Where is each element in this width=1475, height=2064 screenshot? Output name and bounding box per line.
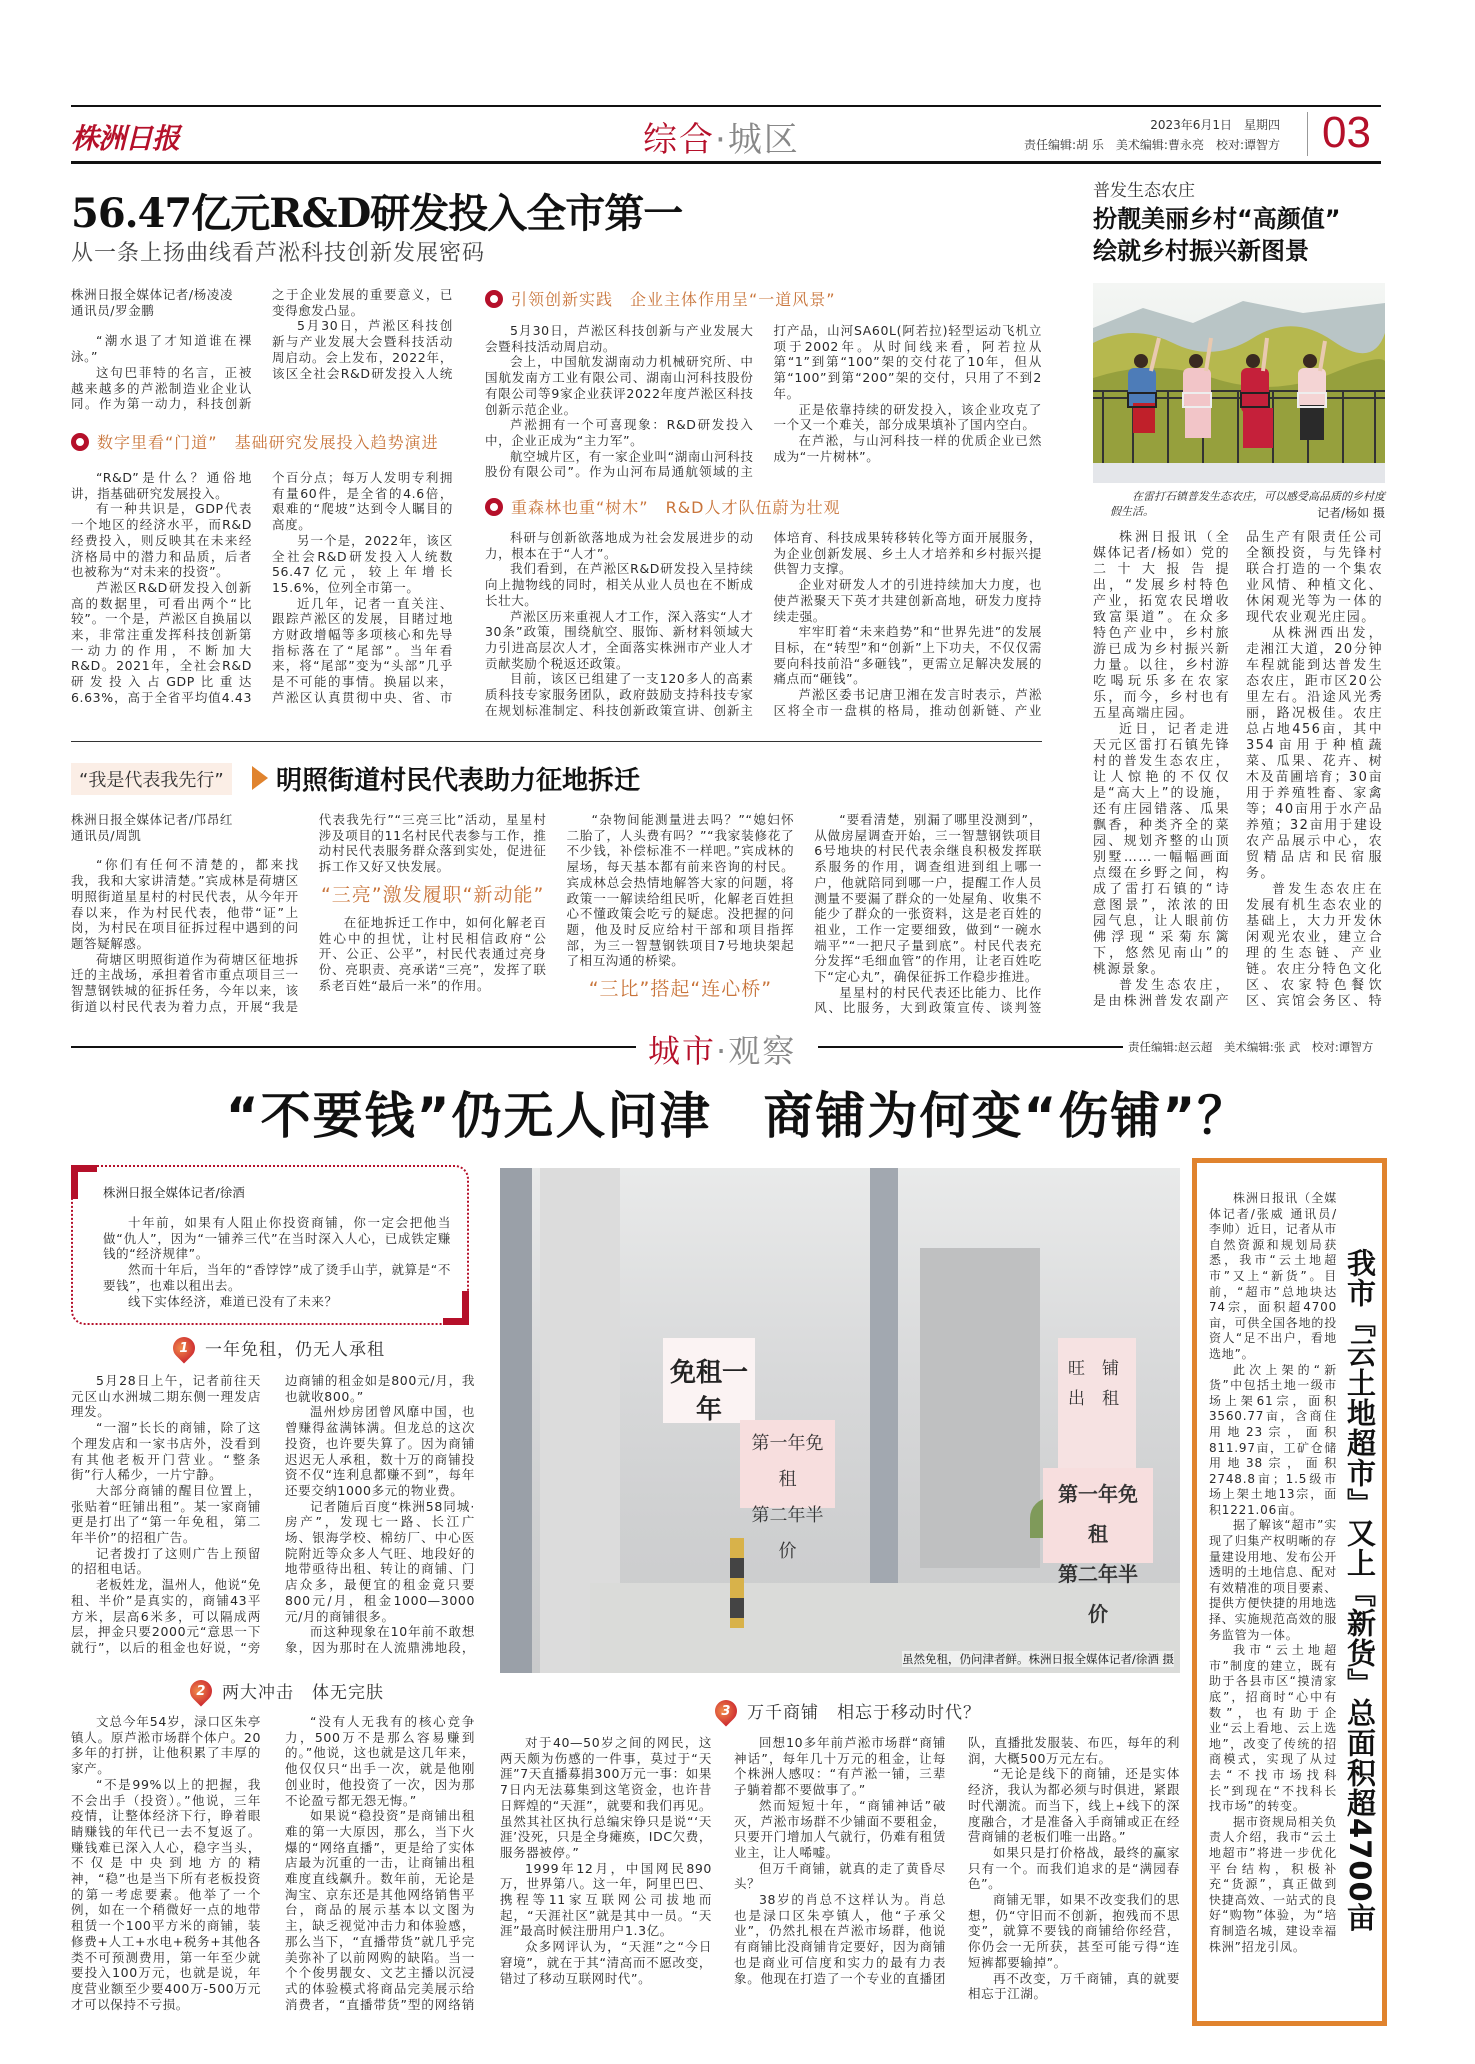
section-dot: ·	[715, 120, 728, 160]
arrow-icon	[252, 766, 268, 790]
shop-photo-caption: 虽然免租，仍问津者鲜。株洲日报全媒体记者/徐酒 摄	[901, 1652, 1174, 1666]
header-bottom-rule	[71, 161, 1381, 164]
paragraph: 1999年12月，中国网民890万，世界第八。这一年，阿里巴巴、携程等11家互联网公司拔地而起，“天涯社区”就是其中一员。“天涯”最高时候注册用户1.3亿。	[500, 1860, 712, 1939]
sign-first-year-2	[1043, 1468, 1153, 1626]
paragraph: 记者随后百度“株洲58同城·房产”，发现七一路、长江广场、银海学校、棉纺厂、中心医院附近等众多人气旺、地段好的地带亟待出租、转让的商铺、门店众多，最便宜的租金竟只要800元/月，租金1000—3000元/月的商铺很多。	[285, 1498, 475, 1624]
paragraph: 此次上架的“新货”中包括土地一级市场上架61宗，面积3560.77亩，含商住用地23宗，面积811.97亩，工矿仓储用地38宗，面积2748.8亩；1.5级市场上架土地13宗，面积1221.06亩。	[1209, 1362, 1337, 1517]
paragraph: 科研与创新欲落地成为社会发展进步的动力，根本在于“人才”。	[485, 530, 754, 561]
sign-shop-for-rent	[1058, 1338, 1136, 1473]
paragraph: 有一种共识是，GDP代表一个地区的经济水平，而R&D经费投入，则反映其在未来经济格局中的潜力和品质，后者也被称为“对未来的投资”。	[71, 501, 252, 580]
paragraph: 我市“云土地超市”制度的建立，既有助于各县市区“摸清家底”，招商时“心中有数”，也有助于企业“云上看地、云上选地”，改变了传统的招商模式，实现了从过去“不找市场找科长”到现在“不找科长找市场”的转变。	[1209, 1643, 1337, 1814]
issue-date: 2023年6月1日 星期四	[1150, 118, 1280, 132]
paragraph: 株洲日报讯（全媒体记者/张威 通讯员/李帅）近日，记者从市自然资源和规划局获悉，我市“云土地超市”又上“新货”。目前，“超市”总地块达74宗，面积超4700亩，可供全国各地的投资人“足不出户，看地选地”。	[1209, 1191, 1337, 1361]
page-editors: 责任编辑:胡 乐 美术编辑:曹永亮 校对:谭智方	[1024, 138, 1280, 152]
section-dot: ·	[716, 1032, 729, 1070]
paragraph: 商铺无罪，如果不改变我们的思想，仍“守旧而不创新，抱残而不思变”，就算不要钱的商铺给你经营，你仍会一无所获，甚至可能亏得“连短裤都要输掉”。	[968, 1892, 1180, 1970]
article-divider	[71, 741, 1042, 742]
paragraph: 芦淞拥有一个可喜现象：R&D研发投入中，企业正成为“主力军”。	[485, 417, 754, 448]
village-tag: “我是代表我先行”	[71, 763, 232, 795]
land-body	[1209, 1191, 1337, 2001]
paragraph: 5月30日，芦淞区科技创新与产业发展大会暨科技活动周启动。会上发布，2022年，该区全社会R&D研发投入人统	[272, 318, 453, 381]
newspaper-logo: 株洲日报	[71, 122, 180, 155]
corner-bracket	[71, 1165, 97, 1199]
farm-title-line2: 绘就乡村振兴新图景	[1093, 237, 1309, 265]
paragraph: 线下实体经济，难道已没有了未来？	[128, 1293, 338, 1309]
section-title-gray: 观察	[728, 1032, 797, 1070]
paragraph: 这句巴菲特的名言，正被越来越多的芦淞制造业企业认同。作为第一动力，科技创新之于企业发展的重要意义，已变得愈发凸显。	[71, 287, 453, 412]
sign-line: 第二年半价	[1058, 1562, 1138, 1626]
page-number: 03	[1322, 108, 1371, 157]
paragraph: 记者拨打了这则广告上预留的招租电话。	[71, 1545, 261, 1577]
paragraph: 株洲日报讯（全媒体记者/杨如）党的二十大报告提出，“发展乡村特色产业，拓宽农民增收致富渠道”。在众多特色产业中，乡村旅游已成为乡村振兴新力量。以往，乡村游吃喝玩乐多在农家乐，而今，乡村也有五星高端庄园。	[1093, 530, 1230, 721]
paragraph: 航空城片区，有一家企业叫“湖南山河科技股份有限公司”。作为山河布局通航领域的主打产品，山河SA60L(阿若拉)轻型运动飞机立项于2002年。从时间线来看，阿若拉从第“1”到第“100”架的交付花了10年，但从第“100”到第“200”架的交付，只用了不到2年。	[485, 323, 1042, 480]
paragraph: 然而短短十年，“商铺神话”破灭，芦淞市场群不少铺面不要租金，只要开门增加人气就行，仍难有租赁业主，让人唏嘘。	[734, 1797, 946, 1860]
paragraph: 然而十年后，当年的“香饽饽”成了烫手山芋，就算是“不要钱”，也难以租出去。	[103, 1262, 451, 1293]
paragraph: 从株洲西出发，走湘江大道，20分钟车程就能到达普发生态农庄，距市区20公里左右。沿途风光秀丽，路况极佳。农庄总占地456亩，其中354亩用于种植蔬菜、瓜果、花卉、树木及苗圃培育；30亩用于养殖牲畜、家禽等；40亩用于水产品养殖；32亩用于建设农产品展示中心，农贸精品店和民宿服务。	[1246, 626, 1383, 881]
sign-line: 第一年免租	[1058, 1482, 1138, 1546]
subheading-text: 万千商铺 相忘于移动时代？	[747, 1703, 981, 1723]
paragraph: “没有人无我有的核心竞争力，500万不是那么容易赚到的。”他说，这也就是这几年来，他仅仅只“出手一次，就是他刚创业时，他投资了一次，因为那不论盈亏都无怨无悔。”	[285, 1714, 475, 1808]
shops-section2-body	[71, 1714, 475, 2014]
paragraph: 据了解该“超市”实现了归集产权明晰的存量建设用地、发布公开透明的土地信息、配对有效精准的项目要素、提供方便快捷的用地选择、实施规范高效的服务监管为一体。	[1209, 1518, 1337, 1642]
paragraph: “潮水退了才知道谁在裸泳。”	[71, 333, 252, 365]
paragraph: “一溜”长长的商铺，除了这个理发店和一家书店外，没看到有其他老板开门营业。“整条街”行人稀少，一片宁静。	[71, 1420, 261, 1483]
paragraph: 5月28日上午，记者前往天元区山水洲城二期东侧一理发店理发。	[71, 1373, 261, 1420]
section-title	[643, 112, 800, 161]
subheading-3	[715, 1698, 981, 1723]
paragraph: 如果说“稳投资”是商铺出租难的第一大原因，那么，当下火爆的“网络直播”，更是给了实体店最为沉重的一击，让商铺出租难度直线飙升。数年前，无论是淘宝、京东还是其他网络销售平台，商品的展示基本以文图为主，缺乏视觉冲击力和体验感，那么当下，“直播带货”就几乎完美弥补了以前网购的缺陷。当一个个俊男靓女、文艺主播以沉浸式的体验模式将商品完美展示给消费者，“直播带货”型的网络销	[285, 1808, 475, 2012]
paragraph: “无论是线下的商铺，还是实体经济，我认为都必须与时俱进，紧跟时代潮流。而当下，线上+线下的深度融合，才是准备入手商铺或正在经营商铺的老板们唯一出路。”	[968, 1766, 1180, 1845]
paragraph: “R&D”是什么？通俗地讲，指基础研究发展投入。	[71, 470, 252, 501]
paragraph: 众多网评认为，“天涯”之“今日窘境”，就在于其“清高而不愿改变，错过了移动互联网时代”。	[500, 1939, 712, 1986]
paragraph: “你们有任何不清楚的，都来找我，我和大家讲清楚。”宾成林是荷塘区明照街道星星村的村民代表，从今年开春以来，作为村民代表，他带“证”上岗，为村民在项目征拆过程中遇到的问题答疑解惑。	[71, 857, 299, 951]
byline-correspondent: 通讯员/罗金鹏	[71, 302, 155, 318]
paragraph: 普发生态农庄在发展有机生态农业的基础上，大力开发休闲观光农业，建立合理的生态链、产业链。农庄分特色文化区、农家特色餐饮区、宾馆会务区、特	[1246, 882, 1383, 1009]
paragraph: 牢牢盯着“未来趋势”和“世界先进”的发展目标，在“转型”和“创新”上下功夫，不仅仅需要向科技前沿“多砸钱”，更需立足解决发展的痛点而“砸钱”。	[773, 624, 1042, 687]
paragraph: 十年前，如果有人阻止你投资商铺，你一定会把他当做“仇人”，因为“一铺养三代”在当时深入人心，已成铁定赚钱的“经济规律”。	[103, 1215, 451, 1262]
village-headline: 明照街道村民代表助力征地拆迁	[276, 766, 641, 796]
paragraph: 再不改变，万千商铺，真的就要相忘于江湖。	[968, 1970, 1180, 2002]
paragraph: 普发生态农庄，是由株洲普发农副产品生产有限责任公司全额投资，与先锋村联合打造的一个集农业风情、种植文化、休闲观光等为一体的现代农业观光庄园。	[1093, 530, 1383, 1009]
paragraph: “杂物间能测量进去吗？”“媳妇怀二胎了，人头费有吗？”“我家装修花了不少钱，补偿标准不一样吧。”宾成林的屋场，每天基本都有前来咨询的村民。宾成林总会热情地解答大家的问题，将政策一一解读给组民听，化解老百姓担心不懂政策会吃亏的疑虑。没把握的问题，他及时反应给村干部和项目指挥部，为三一智慧钢铁项目7号地块架起了相互沟通的桥梁。	[566, 812, 795, 969]
paragraph: 近几年，记者一直关注、跟踪芦淞区的发展，目睹过地方财政增幅等多项核心和先导指标落在了“尾部”。当年看来，将“尾部”变为“头部”几乎是不可能的事情。换届以来，芦淞区认真贯彻中央、省、市	[272, 595, 453, 705]
paragraph: 在征地拆迁工作中，如何化解老百姓心中的担忧，让村民相信政府“公开、公正、公平”，村民代表通过亮身份、亮职责、亮承诺“三亮”，发挥了联系老百姓“最后一米”的作用。	[318, 914, 547, 993]
subheading-text: 两大冲击 体无完肤	[222, 1683, 384, 1703]
farm-body	[1093, 530, 1383, 1010]
subheading-2	[190, 1678, 384, 1703]
paragraph: 会上，中国航发湖南动力机械研究所、中国航发南方工业有限公司、湖南山河科技股份有限公司等9家企业获评2022年度芦淞区科技创新示范企业。	[485, 354, 754, 417]
header-divider	[1307, 112, 1308, 156]
paragraph: 星星村的村民代表还比能力、比作风、比服务，大到政策宣传、谈判签	[814, 984, 1042, 1016]
paragraph: 在芦淞，与山河科技一样的优质企业已然成为“一片树林”。	[773, 432, 1042, 464]
ring-bullet-icon	[485, 290, 503, 308]
section-heading-text: 重森林也重“树木” R&D人才队伍蔚为壮观	[511, 498, 841, 517]
paragraph: 芦淞区历来重视人才工作，深入落实“人才30条”政策，围绕航空、服饰、新材料领域大力引进高层次人才，全面落实株洲市产业人才贡献奖励个税返还政策。	[485, 608, 754, 671]
section-heading-text: 引领创新实践 企业主体作用呈“一道风景”	[511, 290, 836, 309]
subheading-1	[173, 1335, 385, 1360]
paragraph: 另一个是，2022年，该区全社会R&D研发投入人统数56.47亿元，较上年增长15.6%，位列全市第一。	[272, 532, 453, 595]
section-title-gray: 城区	[727, 120, 800, 160]
sign-first-year	[740, 1420, 835, 1562]
number-pin-icon: 1	[168, 1332, 199, 1363]
band-rule-right	[818, 1046, 1123, 1048]
shops-byline: 株洲日报全媒体记者/徐酒	[103, 1185, 245, 1200]
column-subheading: “三比”搭起“连心桥”	[588, 978, 773, 1001]
paragraph: 老板姓龙，温州人，他说“免租、半价”是真实的，商铺43平方米，层高6米多，可以隔成两层，押金只要2000元“意思一下就行”，以后的租金也好说，“旁边商铺的租金如是800元/月，我也就收800。”	[71, 1373, 475, 1655]
article-subtitle: 从一条上扬曲线看芦淞科技创新发展密码	[71, 241, 486, 266]
paragraph: 荷塘区明照街道作为荷塘区征地拆迁的主战场，承担着省市重点项目三一智慧钢铁城的征拆任务，今年以来，该街道以村民代表为着力点，开展“我是代表我先行”“三亮三比”活动，星星村涉及项目的11名村民代表参与工作，推动村民代表服务群众落到实处，促进征拆工作又好又快发展。	[71, 812, 547, 1014]
farm-photo	[1093, 283, 1385, 483]
rd-section2-body	[485, 323, 1042, 481]
farm-title-line1: 扮靓美丽乡村“高颜值”	[1093, 205, 1341, 233]
paragraph: 正是依靠持续的研发投入，该企业攻克了一个又一个难关，部分成果填补了国内空白。	[773, 401, 1042, 433]
rd-intro	[71, 287, 453, 412]
article-headline: 56.47亿元R&D研发投入全市第一	[71, 190, 683, 237]
paragraph: 企业对研发人才的引进持续加大力度，也使芦淞聚天下英才共建创新高地，研发力度持续走强。	[773, 577, 1042, 624]
number-pin-icon: 2	[185, 1675, 216, 1706]
interior	[920, 1248, 1040, 1568]
paragraph: 芦淞区R&D研发投入创新高的数据里，可看出两个“比较”。一个是，芦淞区自换届以来，非常注重发挥科技创新第一动力的作用，不断加大R&D。2021年，全社会R&D研发投入占GDP比重达6.63%，高于全省平均值4.43个百分点；每万人发明专利拥有量60件，是全省的4.6倍，艰难的“爬坡”达到令人瞩目的高度。	[71, 470, 453, 705]
paragraph: 温州炒房团曾风靡中国，也曾赚得盆满钵满。但龙总的这次投资，也许要失算了。因为商铺迟迟无人承租，数十万的商铺投资不仅“连利息都赚不到”，每年还要交纳1000多元的物业费。	[285, 1404, 475, 1498]
farm-photo-caption: 在雷打石镇普发生态农庄，可以感受高品质的乡村度假生活。	[1110, 490, 1385, 518]
shops-section1-body	[71, 1373, 475, 1663]
subheading-text: 一年免租，仍无人承租	[205, 1340, 385, 1360]
land-news-box	[1192, 1158, 1387, 2026]
paragraph: 回想10多年前芦淞市场群“商铺神话”，每年几十万元的租金，让每个株洲人感叹：“有芦淞一铺，三辈子躺着都不要做事了。”	[734, 1735, 946, 1798]
paragraph: 我们看到，在芦淞区R&D研发投入呈持续向上抛物线的同时，相关从业人员也在不断成长壮大。	[485, 561, 754, 608]
paragraph: 对于40—50岁之间的网民，这两天颇为伤感的一件事，莫过于“天涯”7天直播募捐300万元一事：如果7日内无法募集到这笔资金，也许昔日辉煌的“天涯”，就要和我们再见。虽然其社区执行总编宋铮只是说“‘天涯’没死，只是全身瘫痪，IDC欠费，服务器被停。”	[500, 1735, 712, 1860]
column-subheading: “三亮”激发履职“新动能”	[320, 883, 545, 906]
paragraph: 5月30日，芦淞区科技创新与产业发展大会暨科技活动周启动。	[485, 323, 754, 354]
section-title-red: 城市	[648, 1032, 717, 1070]
door-frame	[500, 1168, 532, 1673]
section-heading-numbers	[71, 430, 439, 453]
section-heading-text: 数字里看“门道” 基础研究发展投入趋势演进	[97, 433, 439, 452]
ring-bullet-icon	[485, 498, 503, 516]
sign-free-rent: 免租一年	[663, 1338, 755, 1423]
band-rule-left	[71, 1046, 636, 1048]
intro-paragraphs	[103, 1215, 451, 1309]
paragraph: 但万千商铺，就真的走了黄昏尽头？	[734, 1860, 946, 1892]
ring-bullet-icon	[71, 433, 89, 451]
shops-section3-body	[500, 1735, 1180, 2015]
shop-photo	[500, 1168, 1180, 1673]
paragraph: “要看清楚，别漏了哪里没测到”，从做房屋调查开始，三一智慧钢铁项目6号地块的村民代表余继良积极发挥联系服务的作用，调查组进到组上哪一户，他就陪同到哪一户，提醒工作人员测量不要漏了群众的一处屋角、收集不能少了群众的一张资料，这是老百姓的祖业，工作一定要细致，做到“一碗水端平”“一把尺子量到底”。村民代表充分发挥“毛细血管”的作用，让老百姓吃下“定心丸”，确保征拆工作稳步推进。	[814, 812, 1042, 985]
byline-reporter: 株洲日报全媒体记者/杨凌凌	[71, 287, 234, 302]
page-editors-2: 责任编辑:赵云超 美术编辑:张 武 校对:谭智方	[1128, 1040, 1374, 1054]
byline-reporter: 株洲日报全媒体记者/邝昂红	[71, 812, 234, 827]
section-heading-talent	[485, 495, 841, 518]
shops-intro-box	[71, 1165, 469, 1325]
paragraph: 文总今年54岁，渌口区朱亭镇人。原芦淞市场群个体户。20多年的打拼，让他积累了丰厚的家产。	[71, 1714, 261, 1777]
sign-line: 第一年免租	[751, 1433, 824, 1490]
sign-line: 第二年半价	[751, 1505, 824, 1562]
section-title-city	[648, 1026, 796, 1072]
sign-line: 出 租	[1068, 1389, 1119, 1409]
section-heading-enterprise	[485, 287, 836, 310]
farm-kicker: 普发生态农庄	[1093, 181, 1195, 201]
paragraph: 如果只是打价格战，最终的赢家只有一个。而我们追求的是“满园春色”。	[968, 1844, 1180, 1892]
paragraph: 芦淞区委书记唐卫湘在发言时表示，芦淞区将全市一盘棋的格局，推动创新链、产业	[773, 687, 1042, 718]
paragraph: 目前，该区已组建了一支120多人的高素质科技专家服务团队，政府鼓励支持科技专家在规划标准制定、科技创新政策宣讲、创新主体培育、科技成果转移转化等方面开展服务，为企业创新发展、乡土人才培养和乡村振兴提供智力支撑。	[485, 530, 1042, 718]
paragraph: 据市资规局相关负责人介绍，我市“云土地超市”将进一步优化平台结构，积极补充“货源”，真正做到快捷高效、一站式的良好“购物”体验，为“培育制造名城，建设幸福株洲”招龙引凤。	[1209, 1814, 1337, 1954]
top-rule	[71, 105, 1381, 107]
section-title-red: 综合	[643, 120, 715, 160]
number-pin-icon: 3	[710, 1695, 741, 1726]
bollard	[730, 1538, 744, 1628]
paragraph: “不是99%以上的把握，我不会出手（投资）。”他说，三年疫情，让整体经济下行，睁着眼睛赚钱的年代已一去不复返了。赚钱难已深入人心，稳字当头，不仅是中央到地方的精神，“稳”也是当下所有老板投资的第一考虑要素。他举了一个例，如在一个稍微好一点的地带租赁一个100平方米的商铺，装修费+人工+水电+税务+其他各类不可预测费用，第一年至少就要投入100万元，也就是说，年度营业额至少要400万-500万元才可以保持不亏损。	[71, 1776, 261, 2012]
shops-headline: “不要钱”仍无人问津 商铺为何变“伤铺”？	[225, 1087, 1250, 1145]
paragraph: 近日，记者走进天元区雷打石镇先锋村的普发生态农庄，让人惊艳的不仅仅是“高大上”的设施，还有庄园错落、瓜果飘香，种类齐全的菜园、规划齐整的山顶别墅……一幅幅画面点缀在乡野之间，构成了雷打石镇的“诗意图景”，浓浓的田园气息，让人眼前仿佛浮现“采菊东篱下，悠然见南山”的桃源景象。	[1093, 722, 1230, 977]
land-vertical-title: 我市『云土地超市』又上『新货』总面积超4700亩	[1343, 1248, 1377, 1933]
rd-section1-body	[71, 470, 453, 720]
rd-section3-body	[485, 530, 1042, 720]
corner-bracket	[443, 1291, 469, 1325]
farm-photo-credit: 记者/杨如 摄	[1317, 506, 1385, 520]
paragraph: 大部分商铺的醒目位置上，张贴着“旺铺出租”。某一家商铺更是打出了“第一年免租，第二年半价”的招租广告。	[71, 1482, 261, 1546]
byline-correspondent: 通讯员/周凯	[71, 827, 142, 843]
paragraph: 而这种现象在10年前不敢想象，因为那时在人流鼎沸地段，	[285, 1624, 475, 1655]
village-body	[71, 812, 1042, 1017]
paragraph: 38岁的肖总不这样认为。肖总也是渌口区朱亭镇人，他“子承父业”，仍然扎根在芦淞市场群，他说有商铺比没商铺肯定要好，因为商铺也是商业可信度和实力的最有力表象。他现在打造了一个专业的直播团队，直播批发服装、布匹，每年的利润，大概500万元左右。	[734, 1735, 1180, 1986]
sign-line: 旺 铺	[1068, 1359, 1119, 1379]
